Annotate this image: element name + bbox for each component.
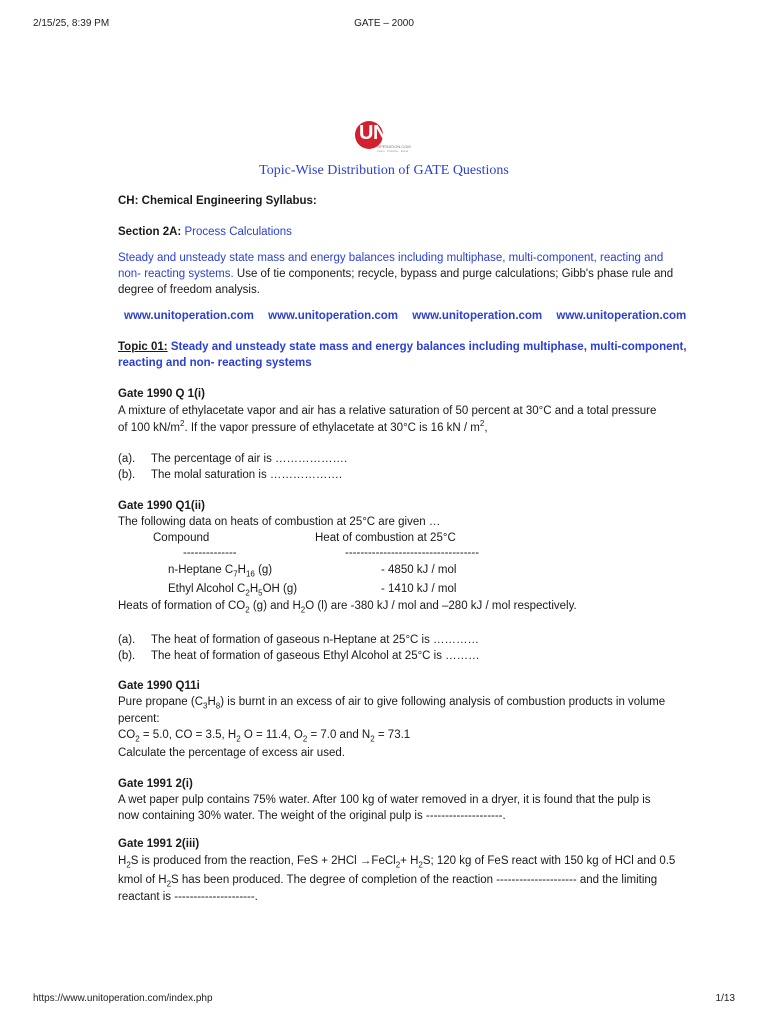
- q5-text: H: [118, 855, 127, 867]
- syllabus-line-2: [118, 266, 673, 282]
- q2-value-heptane: - 4850 kJ / mol: [381, 564, 457, 576]
- q3-sub: 2: [370, 734, 375, 744]
- q2-text: Heats of formation of CO: [118, 600, 246, 612]
- website-link-4[interactable]: www.unitoperation.com: [556, 310, 687, 322]
- q2-intro: The following data on heats of combustion at 25°C are given …: [118, 516, 441, 528]
- q2-divider-1: --------------: [183, 547, 237, 559]
- q3-line-3: [118, 727, 410, 743]
- print-datetime: 2/15/25, 8:39 PM: [33, 18, 110, 29]
- page-number: 1/13: [715, 993, 735, 1004]
- ch-label: CH: Chemical Engineering Syllabus: [118, 195, 313, 207]
- q3-text: Pure propane (C: [118, 696, 204, 708]
- q2-text: O (l) are -380 kJ / mol and –280 kJ / mol respectively.: [305, 600, 577, 612]
- option-text: The percentage of air is ……………….: [151, 453, 348, 465]
- q5-heading: Gate 1991 2(iii): [118, 838, 200, 850]
- q2-sub: 2: [245, 605, 250, 615]
- q3-sub: 2: [135, 734, 140, 744]
- option-label: (a).: [118, 453, 136, 465]
- q5-sub: 2: [166, 879, 172, 889]
- section-label: Section 2A:: [118, 226, 182, 238]
- website-link-2[interactable]: www.unitoperation.com: [268, 310, 399, 322]
- q5-text: kmol of H: [118, 874, 167, 886]
- option-text: The heat of formation of gaseous Ethyl Alcohol at 25°C is ………: [151, 650, 480, 662]
- topic-heading: [118, 339, 687, 355]
- topic-title-1: Steady and unsteady state mass and energy balances including multiphase, multi-component,: [170, 341, 687, 353]
- syllabus-blue-part: non- reacting systems.: [118, 268, 234, 280]
- q3-text: = 7.0 and N: [307, 729, 371, 741]
- website-link-1[interactable]: www.unitoperation.com: [124, 310, 254, 322]
- topic-label: Topic 01:: [118, 341, 168, 353]
- q1-text: of 100 kN/m: [118, 422, 180, 434]
- cell-text: (g): [254, 564, 273, 576]
- q1-line-2: [118, 420, 488, 436]
- q3-sub: 2: [302, 734, 308, 744]
- q4-line-1: A wet paper pulp contains 75% water. After 100 kg of water removed in a dryer, it is found that the pulp is: [118, 794, 651, 806]
- q2-formation-line: [118, 598, 577, 614]
- cell-text: n-Heptane C: [168, 564, 234, 576]
- q5-text: S; 120 kg of FeS react with 150 kg of HCl and 0.5: [422, 855, 676, 867]
- q5-line-1: [118, 853, 675, 869]
- q3-line-4: Calculate the percentage of excess air used.: [118, 747, 345, 759]
- q2-row-ethanol: [168, 581, 297, 597]
- q2-text: (g) and H: [249, 600, 301, 612]
- print-url: https://www.unitoperation.com/index.php: [33, 993, 213, 1004]
- q2-value-ethanol: - 1410 kJ / mol: [381, 583, 457, 595]
- arrow-icon: →: [359, 855, 372, 867]
- q3-text: = 73.1: [374, 729, 411, 741]
- q4-line-2: now containing 30% water. The weight of the original pulp is --------------------.: [118, 810, 506, 822]
- option-label: (b).: [118, 650, 136, 662]
- q3-text: H: [207, 696, 216, 708]
- q2-sub: 2: [300, 605, 306, 615]
- q5-line-3: reactant is ---------------------.: [118, 891, 258, 903]
- q3-heading: Gate 1990 Q11i: [118, 680, 200, 692]
- q5-text: S has been produced. The degree of completion of the reaction --------------------- and the limiting: [171, 874, 658, 886]
- logo-text: [359, 122, 404, 145]
- q1-heading: Gate 1990 Q 1(i): [118, 388, 205, 400]
- cell-sub: 2: [245, 588, 250, 598]
- q5-sub: 2: [126, 860, 131, 870]
- option-label: (b).: [118, 469, 136, 481]
- cell-text: H: [249, 583, 259, 595]
- q2-option-a: [118, 632, 479, 648]
- q5-sub: 2: [395, 860, 401, 870]
- ch-heading: CH: Chemical Engineering Syllabus:: [118, 195, 317, 207]
- cell-text: Ethyl Alcohol C: [168, 583, 246, 595]
- print-title: GATE – 2000: [354, 18, 414, 29]
- website-links: [124, 308, 697, 324]
- cell-sub: 5: [258, 588, 263, 598]
- syllabus-line-1: Steady and unsteady state mass and energy balances including multiphase, multi-component, reacting and: [118, 252, 664, 264]
- q3-line-1: [118, 694, 665, 710]
- q3-sub: 3: [203, 701, 208, 711]
- q3-text: CO: [118, 729, 136, 741]
- topic-title-2: reacting and non- reacting systems: [118, 357, 312, 369]
- q3-text: = 5.0, CO = 3.5, H: [139, 729, 237, 741]
- unitoperation-logo: [355, 118, 415, 158]
- q1-sup: 2: [479, 419, 485, 429]
- cell-text: OH (g): [262, 583, 298, 595]
- document-title: Topic-Wise Distribution of GATE Questions: [259, 163, 509, 178]
- cell-text: H: [237, 564, 246, 576]
- q5-text: + H: [400, 855, 419, 867]
- q5-text: FeCl: [371, 855, 396, 867]
- logo-subtext: OPERATION.COM: [377, 144, 411, 149]
- q1-text: . If the vapor pressure of ethylacetate at 30°C is 16 kN / m: [184, 422, 480, 434]
- q4-heading: Gate 1991 2(i): [118, 778, 193, 790]
- option-text: The heat of formation of gaseous n-Heptane at 25°C is …………: [151, 634, 480, 646]
- q1-sup: 2: [180, 419, 185, 429]
- q2-col-heat: Heat of combustion at 25°C: [315, 532, 456, 544]
- q1-option-a: [118, 451, 347, 467]
- q5-line-2: [118, 872, 657, 888]
- section-name: Process Calculations: [184, 226, 292, 238]
- logo-tagline: Learn · Practice · Excel: [377, 149, 409, 153]
- cell-sub: 7: [233, 569, 238, 579]
- website-link-3[interactable]: www.unitoperation.com: [412, 310, 543, 322]
- q1-text: ,: [484, 422, 488, 434]
- q5-text: S is produced from the reaction, FeS + 2HCl: [130, 855, 360, 867]
- cell-sub: 16: [245, 569, 255, 579]
- syllabus-black-part: Use of tie components; recycle, bypass and purge calculations; Gibb's phase rule and: [233, 268, 674, 280]
- q1-line-1: A mixture of ethylacetate vapor and air has a relative saturation of 50 percent at 30°C and a total pressure: [118, 405, 657, 417]
- q5-sub: 2: [418, 860, 423, 870]
- q2-option-b: [118, 648, 480, 664]
- logo-main: UNIT: [359, 122, 404, 144]
- q3-text: ) is burnt in an excess of air to give following analysis of combustion products in volume: [220, 696, 666, 708]
- q2-col-compound: Compound: [153, 532, 210, 544]
- q3-line-2: percent:: [118, 713, 160, 725]
- q2-heading: Gate 1990 Q1(ii): [118, 500, 205, 512]
- q3-text: O = 11.4, O: [240, 729, 303, 741]
- q2-divider-2: -----------------------------------: [345, 547, 480, 559]
- q2-row-heptane: [168, 562, 272, 578]
- syllabus-line-3: degree of freedom analysis.: [118, 284, 260, 296]
- section-heading: [118, 224, 292, 240]
- option-label: (a).: [118, 634, 136, 646]
- option-text: The molal saturation is ……………….: [151, 469, 343, 481]
- q3-sub: 2: [236, 734, 241, 744]
- q3-sub: 8: [215, 701, 221, 711]
- q1-option-b: [118, 467, 342, 483]
